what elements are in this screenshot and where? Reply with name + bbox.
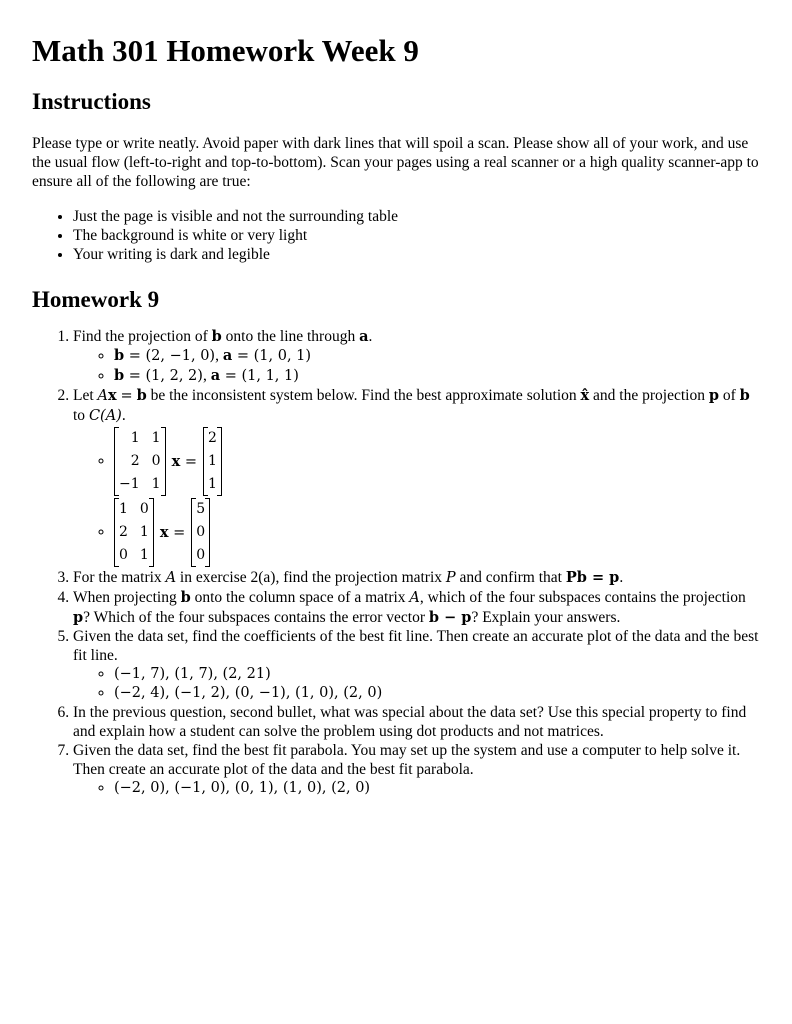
vector-b: b xyxy=(211,328,222,345)
dataset: ◦ (−1, 7), (1, 7), (2, 21) xyxy=(114,665,760,684)
problem-5-datasets xyxy=(114,665,760,703)
matrix-A-symbol: A xyxy=(97,388,109,404)
problem-1-text: onto the line through xyxy=(225,328,356,345)
system-b: ◦ 1 0 2 1 0 1 x = 5 0 0 xyxy=(114,497,760,568)
dataset: ◦ (−2, 0), (−1, 0), (0, 1), (1, 0), (2, 0) xyxy=(114,779,760,798)
problem-5: 5. Given the data set, find the coefficients of the best fit line. Then create an accurate plot of the data and the best fit line. ◦ (−1, 7), (1, 7), (2, 21) ◦ (−2, 4), (−1, 2), (0, −1), (1, 0), (2, 0) xyxy=(73,627,760,703)
matrix-A: ◦ 1 1 2 0 −1 1 xyxy=(114,427,166,496)
period: . xyxy=(368,328,373,345)
b-value: (2, −1, 0) xyxy=(145,348,216,364)
instructions-bullet: • The background is white or very light xyxy=(73,226,760,245)
vector-b: b xyxy=(136,387,147,404)
instructions-paragraph: Please type or write neatly. Avoid paper with dark lines that will spoil a scan. Please show all of your work, and use the usual flow (left-to-right and top-to-bottom). Scan your pages using a real scanner or a high quality scanner-app to ensure all of the following are true: xyxy=(32,135,759,190)
dataset: ◦ (−2, 4), (−1, 2), (0, −1), (1, 0), (2, 0) xyxy=(114,684,760,703)
matrix-P-symbol: P xyxy=(445,570,456,586)
equals-sign: = xyxy=(120,388,133,404)
problem-2-text: be the inconsistent system below. Find the best approximate solution xyxy=(150,387,577,404)
problem-list xyxy=(73,327,760,798)
matrix-A: ◦ 1 0 2 1 0 1 xyxy=(114,498,154,567)
vector-p: p xyxy=(708,387,719,404)
vector-b-matrix: 2 1 1 xyxy=(203,427,222,496)
vector-x-symbol: x xyxy=(159,523,169,541)
b-value: (1, 2, 2) xyxy=(145,368,203,384)
a-value: (1, 1, 1) xyxy=(241,368,299,384)
vector-a: a xyxy=(359,328,369,345)
vector-b: b xyxy=(739,387,750,404)
vector-b-matrix: 5 0 0 xyxy=(191,498,210,567)
vector-b: b xyxy=(180,589,191,606)
instructions-bullet: • Just the page is visible and not the surrounding table xyxy=(73,207,760,226)
problem-6: 6. In the previous question, second bullet, what was special about the data set? Use this special property to find and explain how a student can solve the problem using dot products and not matrices. xyxy=(73,703,760,741)
instructions-heading: Instructions xyxy=(32,89,151,114)
problem-7-datasets xyxy=(114,779,760,798)
x-hat-symbol: x̂ xyxy=(580,387,590,404)
matrix-A-symbol: A xyxy=(409,590,420,606)
problem-2 xyxy=(73,386,760,568)
problem-4: 4. When projecting b onto the column space of a matrix A, which of the four subspaces contains the projection p? Which of the four subspaces contains the error vector b − p? Explain your answers. xyxy=(73,588,760,627)
vector-p: p xyxy=(73,609,84,626)
problem-2-text: of xyxy=(722,387,736,404)
problem-2-text: and the projection xyxy=(593,387,705,404)
problem-1-part: ◦ b = (1, 2, 2), a = (1, 1, 1) xyxy=(114,366,760,386)
problem-1-part: ◦ b = (2, −1, 0), a = (1, 0, 1) xyxy=(114,346,760,366)
problem-2-systems xyxy=(114,426,760,568)
instructions-bullet: • Your writing is dark and legible xyxy=(73,245,760,264)
page-title: Math 301 Homework Week 9 xyxy=(32,33,419,68)
problem-7: 7. Given the data set, find the best fit parabola. You may set up the system and use a computer to help solve it. Then create an accurate plot of the data and the best fit parabola. ◦ (−2, 0), (−1, 0), (0, 1), (1, 0), (2, 0) xyxy=(73,741,760,798)
problem-1 xyxy=(73,327,760,386)
system-a: ◦ 1 1 2 0 −1 1 x = 2 1 1 xyxy=(114,426,760,497)
problem-2-text: to xyxy=(73,407,86,424)
pb-equation: Pb = p xyxy=(565,569,620,586)
period: . xyxy=(121,407,126,424)
problem-2-text: Let xyxy=(73,387,94,404)
homework-heading: Homework 9 xyxy=(32,287,160,312)
instructions-list xyxy=(73,207,760,264)
problem-1-text: Find the projection of xyxy=(73,328,208,345)
a-value: (1, 0, 1) xyxy=(253,348,312,364)
problem-1-parts xyxy=(114,346,760,386)
error-vector: b − p xyxy=(428,609,472,626)
vector-x-symbol: x xyxy=(108,387,117,404)
problem-3: 3. For the matrix A in exercise 2(a), find the projection matrix P and confirm that Pb = p. xyxy=(73,568,760,588)
column-space-symbol: C(A) xyxy=(88,408,122,424)
vector-x-symbol: x xyxy=(171,452,181,470)
matrix-A-symbol: A xyxy=(165,570,177,586)
